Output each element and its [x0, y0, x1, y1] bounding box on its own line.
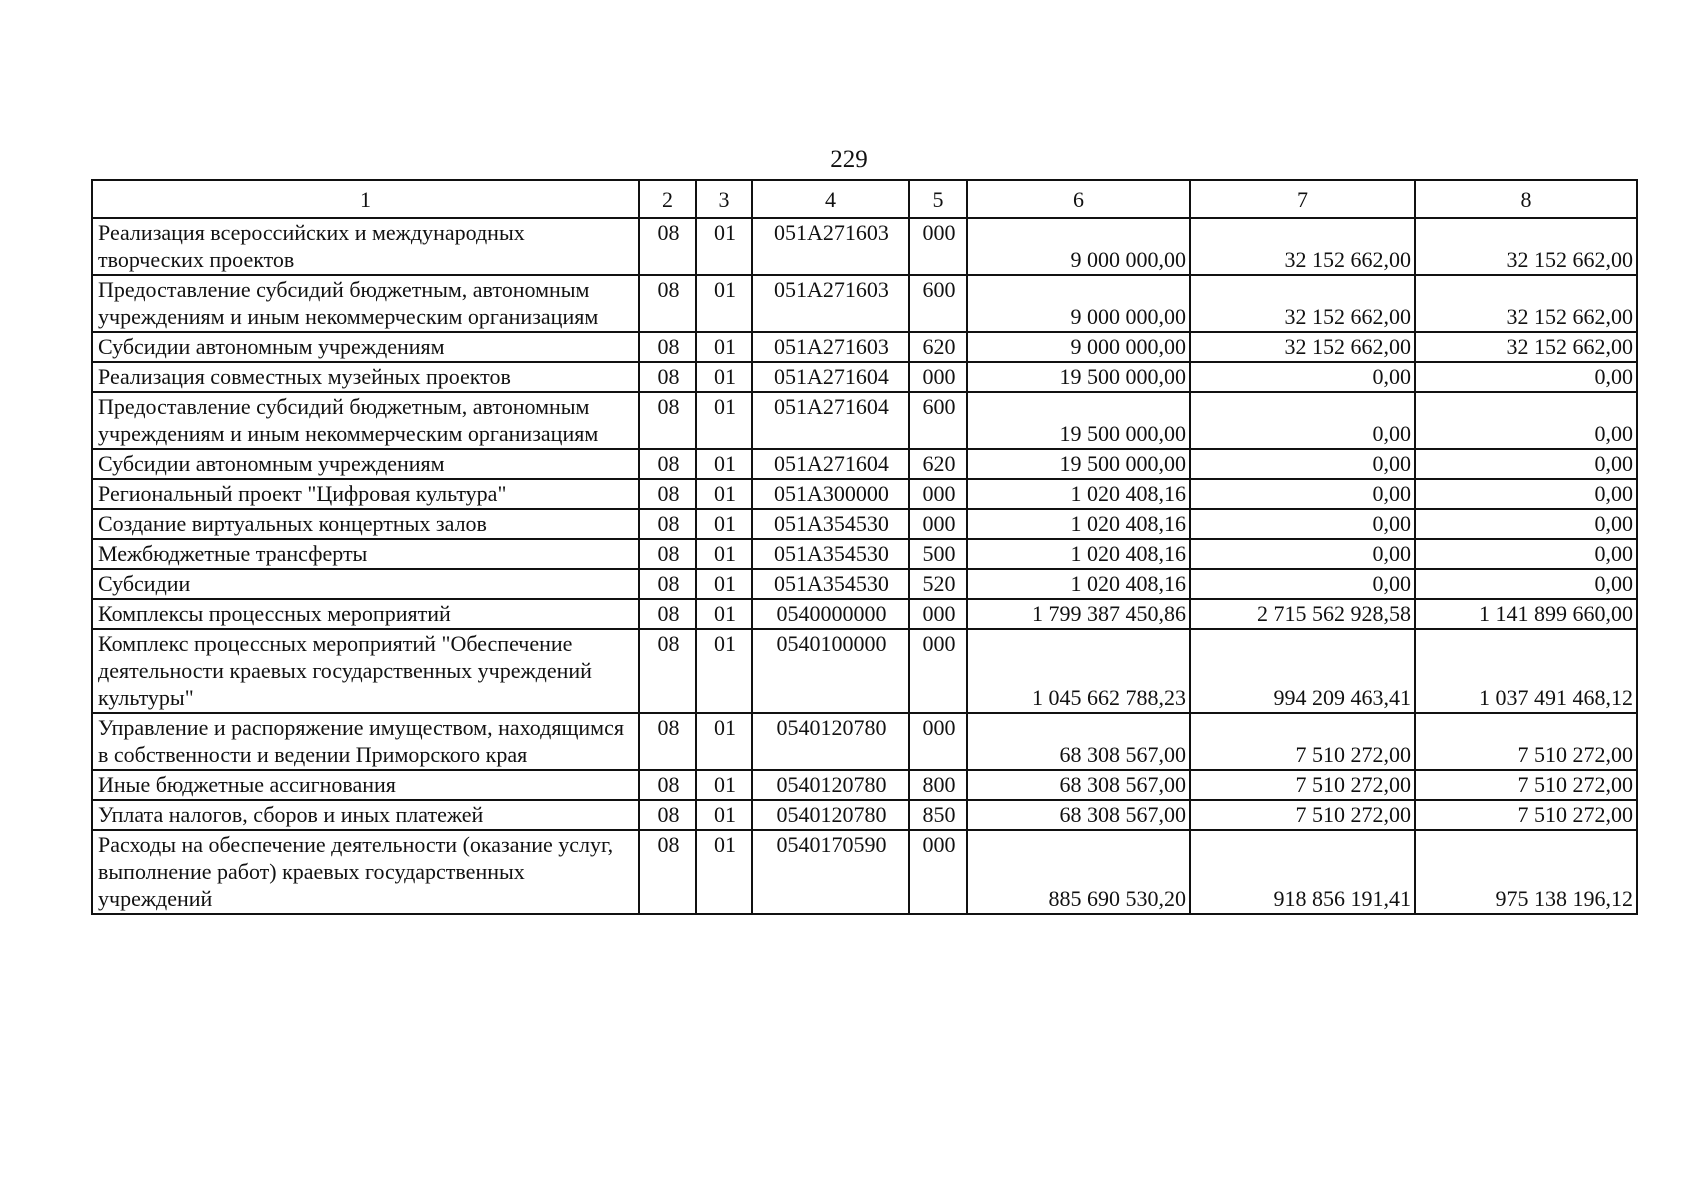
amount-col8-cell: 0,00 — [1415, 479, 1637, 509]
amount-col6-cell: 9 000 000,00 — [967, 218, 1190, 275]
amount-col8-cell: 1 141 899 660,00 — [1415, 599, 1637, 629]
target-article-cell: 051A271604 — [752, 449, 909, 479]
amount-col7-cell: 0,00 — [1190, 569, 1415, 599]
amount-col8-cell: 32 152 662,00 — [1415, 218, 1637, 275]
amount-col7-cell: 0,00 — [1190, 509, 1415, 539]
amount-col6-cell: 9 000 000,00 — [967, 275, 1190, 332]
section-code-cell: 08 — [639, 218, 696, 275]
amount-col6-cell: 1 020 408,16 — [967, 509, 1190, 539]
expense-name-cell: Комплексы процессных мероприятий — [92, 599, 639, 629]
expense-type-cell: 000 — [909, 218, 967, 275]
amount-col6-cell: 9 000 000,00 — [967, 332, 1190, 362]
expense-name-cell: Реализация совместных музейных проектов — [92, 362, 639, 392]
expense-type-cell: 000 — [909, 362, 967, 392]
target-article-cell: 051A354530 — [752, 509, 909, 539]
table-row — [92, 332, 1637, 362]
section-code-cell: 08 — [639, 539, 696, 569]
table-row — [92, 599, 1637, 629]
target-article-cell: 0540120780 — [752, 770, 909, 800]
subsection-code-cell: 01 — [696, 569, 752, 599]
table-row — [92, 569, 1637, 599]
amount-col6-cell: 19 500 000,00 — [967, 362, 1190, 392]
table-row — [92, 539, 1637, 569]
section-code-cell: 08 — [639, 275, 696, 332]
header-row — [92, 180, 1637, 218]
amount-col6-cell: 1 020 408,16 — [967, 539, 1190, 569]
expense-type-cell: 000 — [909, 479, 967, 509]
expense-type-cell: 620 — [909, 449, 967, 479]
amount-col8-cell: 0,00 — [1415, 362, 1637, 392]
expense-type-cell: 000 — [909, 599, 967, 629]
target-article-cell: 051A271603 — [752, 332, 909, 362]
expense-type-cell: 000 — [909, 830, 967, 914]
expense-name-cell: Предоставление субсидий бюджетным, автономным учреждениям и иным некоммерческим организациям — [92, 392, 639, 449]
section-code-cell: 08 — [639, 629, 696, 713]
expense-name-cell: Межбюджетные трансферты — [92, 539, 639, 569]
amount-col7-cell: 32 152 662,00 — [1190, 218, 1415, 275]
amount-col6-cell: 885 690 530,20 — [967, 830, 1190, 914]
subsection-code-cell: 01 — [696, 629, 752, 713]
expense-name-cell: Реализация всероссийских и международных творческих проектов — [92, 218, 639, 275]
amount-col6-cell: 19 500 000,00 — [967, 449, 1190, 479]
amount-col6-cell: 19 500 000,00 — [967, 392, 1190, 449]
target-article-cell: 051A271603 — [752, 218, 909, 275]
expense-name-cell: Субсидии автономным учреждениям — [92, 332, 639, 362]
target-article-cell: 051A354530 — [752, 569, 909, 599]
amount-col7-cell: 7 510 272,00 — [1190, 713, 1415, 770]
section-code-cell: 08 — [639, 479, 696, 509]
amount-col6-cell: 1 799 387 450,86 — [967, 599, 1190, 629]
amount-col7-cell: 0,00 — [1190, 392, 1415, 449]
amount-col8-cell: 7 510 272,00 — [1415, 800, 1637, 830]
target-article-cell: 051A354530 — [752, 539, 909, 569]
subsection-code-cell: 01 — [696, 599, 752, 629]
expense-name-cell: Иные бюджетные ассигнования — [92, 770, 639, 800]
target-article-cell: 051A271604 — [752, 362, 909, 392]
amount-col6-cell: 68 308 567,00 — [967, 770, 1190, 800]
expense-type-cell: 620 — [909, 332, 967, 362]
column-header: 4 — [752, 180, 909, 218]
amount-col6-cell: 1 020 408,16 — [967, 569, 1190, 599]
column-header: 3 — [696, 180, 752, 218]
subsection-code-cell: 01 — [696, 392, 752, 449]
table-row — [92, 629, 1637, 713]
table-row — [92, 479, 1637, 509]
target-article-cell: 0540120780 — [752, 713, 909, 770]
amount-col7-cell: 7 510 272,00 — [1190, 770, 1415, 800]
amount-col8-cell: 7 510 272,00 — [1415, 770, 1637, 800]
amount-col6-cell: 68 308 567,00 — [967, 800, 1190, 830]
target-article-cell: 0540170590 — [752, 830, 909, 914]
section-code-cell: 08 — [639, 509, 696, 539]
section-code-cell: 08 — [639, 332, 696, 362]
expense-name-cell: Управление и распоряжение имуществом, находящимся в собственности и ведении Приморского края — [92, 713, 639, 770]
subsection-code-cell: 01 — [696, 509, 752, 539]
column-header: 6 — [967, 180, 1190, 218]
amount-col8-cell: 32 152 662,00 — [1415, 275, 1637, 332]
target-article-cell: 0540120780 — [752, 800, 909, 830]
column-header: 1 — [92, 180, 639, 218]
amount-col6-cell: 1 045 662 788,23 — [967, 629, 1190, 713]
amount-col7-cell: 994 209 463,41 — [1190, 629, 1415, 713]
table-row — [92, 362, 1637, 392]
amount-col6-cell: 1 020 408,16 — [967, 479, 1190, 509]
subsection-code-cell: 01 — [696, 362, 752, 392]
target-article-cell: 051A271603 — [752, 275, 909, 332]
section-code-cell: 08 — [639, 830, 696, 914]
expense-name-cell: Создание виртуальных концертных залов — [92, 509, 639, 539]
expense-name-cell: Уплата налогов, сборов и иных платежей — [92, 800, 639, 830]
table-body — [92, 218, 1637, 914]
table-row — [92, 275, 1637, 332]
column-header: 7 — [1190, 180, 1415, 218]
column-header: 8 — [1415, 180, 1637, 218]
table-row — [92, 449, 1637, 479]
section-code-cell: 08 — [639, 599, 696, 629]
amount-col8-cell: 0,00 — [1415, 539, 1637, 569]
amount-col7-cell: 0,00 — [1190, 479, 1415, 509]
expense-type-cell: 500 — [909, 539, 967, 569]
table-row — [92, 509, 1637, 539]
column-header: 5 — [909, 180, 967, 218]
expense-name-cell: Субсидии автономным учреждениям — [92, 449, 639, 479]
table-row — [92, 218, 1637, 275]
amount-col7-cell: 0,00 — [1190, 362, 1415, 392]
expense-name-cell: Предоставление субсидий бюджетным, автономным учреждениям и иным некоммерческим организациям — [92, 275, 639, 332]
subsection-code-cell: 01 — [696, 539, 752, 569]
amount-col8-cell: 0,00 — [1415, 569, 1637, 599]
amount-col8-cell: 975 138 196,12 — [1415, 830, 1637, 914]
amount-col8-cell: 32 152 662,00 — [1415, 332, 1637, 362]
expense-type-cell: 000 — [909, 629, 967, 713]
section-code-cell: 08 — [639, 713, 696, 770]
expense-type-cell: 000 — [909, 509, 967, 539]
amount-col8-cell: 1 037 491 468,12 — [1415, 629, 1637, 713]
section-code-cell: 08 — [639, 569, 696, 599]
target-article-cell: 0540100000 — [752, 629, 909, 713]
amount-col8-cell: 0,00 — [1415, 392, 1637, 449]
amount-col7-cell: 2 715 562 928,58 — [1190, 599, 1415, 629]
subsection-code-cell: 01 — [696, 275, 752, 332]
subsection-code-cell: 01 — [696, 713, 752, 770]
amount-col8-cell: 0,00 — [1415, 449, 1637, 479]
expense-type-cell: 600 — [909, 392, 967, 449]
section-code-cell: 08 — [639, 800, 696, 830]
table-row — [92, 800, 1637, 830]
subsection-code-cell: 01 — [696, 800, 752, 830]
table-row — [92, 830, 1637, 914]
section-code-cell: 08 — [639, 362, 696, 392]
amount-col7-cell: 918 856 191,41 — [1190, 830, 1415, 914]
table-row — [92, 392, 1637, 449]
section-code-cell: 08 — [639, 449, 696, 479]
budget-table — [91, 179, 1638, 915]
expense-type-cell: 800 — [909, 770, 967, 800]
expense-type-cell: 600 — [909, 275, 967, 332]
amount-col8-cell: 0,00 — [1415, 509, 1637, 539]
section-code-cell: 08 — [639, 770, 696, 800]
expense-type-cell: 000 — [909, 713, 967, 770]
table-row — [92, 713, 1637, 770]
page-number: 229 — [830, 146, 868, 173]
amount-col7-cell: 7 510 272,00 — [1190, 800, 1415, 830]
column-header: 2 — [639, 180, 696, 218]
section-code-cell: 08 — [639, 392, 696, 449]
expense-type-cell: 850 — [909, 800, 967, 830]
expense-name-cell: Комплекс процессных мероприятий "Обеспечение деятельности краевых государственных учреждений культуры" — [92, 629, 639, 713]
table-row — [92, 770, 1637, 800]
subsection-code-cell: 01 — [696, 332, 752, 362]
amount-col8-cell: 7 510 272,00 — [1415, 713, 1637, 770]
amount-col7-cell: 32 152 662,00 — [1190, 332, 1415, 362]
subsection-code-cell: 01 — [696, 479, 752, 509]
subsection-code-cell: 01 — [696, 770, 752, 800]
amount-col7-cell: 32 152 662,00 — [1190, 275, 1415, 332]
expense-name-cell: Субсидии — [92, 569, 639, 599]
subsection-code-cell: 01 — [696, 449, 752, 479]
target-article-cell: 0540000000 — [752, 599, 909, 629]
target-article-cell: 051A271604 — [752, 392, 909, 449]
expense-type-cell: 520 — [909, 569, 967, 599]
subsection-code-cell: 01 — [696, 218, 752, 275]
subsection-code-cell: 01 — [696, 830, 752, 914]
amount-col7-cell: 0,00 — [1190, 539, 1415, 569]
expense-name-cell: Региональный проект "Цифровая культура" — [92, 479, 639, 509]
amount-col6-cell: 68 308 567,00 — [967, 713, 1190, 770]
amount-col7-cell: 0,00 — [1190, 449, 1415, 479]
target-article-cell: 051A300000 — [752, 479, 909, 509]
expense-name-cell: Расходы на обеспечение деятельности (оказание услуг, выполнение работ) краевых государственных учреждений — [92, 830, 639, 914]
